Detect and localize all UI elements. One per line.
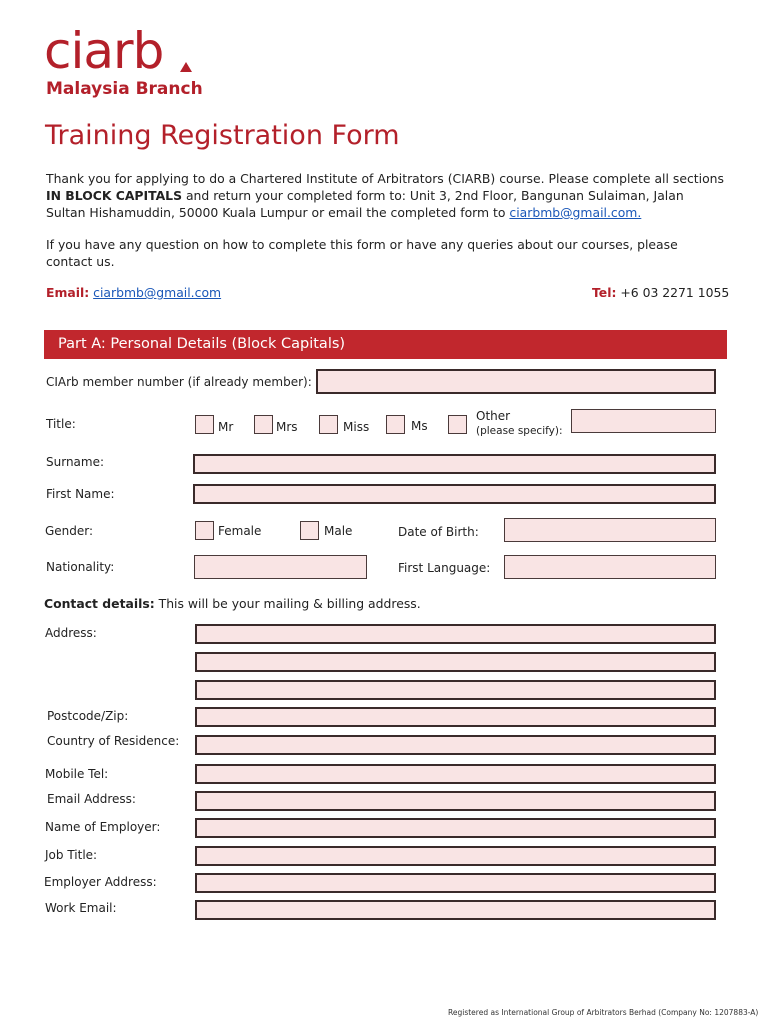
- title-ms-checkbox[interactable]: [386, 415, 405, 434]
- employer-address-label: Employer Address:: [44, 875, 157, 889]
- intro-text-a: Thank you for applying to do a Chartered Institute of Arbitrators (CIARB) course. Please complete all sections: [46, 171, 724, 186]
- gender-label: Gender:: [45, 524, 94, 538]
- title-mrs-label: Mrs: [276, 420, 298, 434]
- country-label: Country of Residence:: [47, 734, 180, 748]
- email-link[interactable]: ciarbmb@gmail.com: [93, 285, 222, 300]
- title-miss-label: Miss: [343, 420, 370, 434]
- email-label: Email:: [46, 285, 90, 300]
- gender-female-checkbox[interactable]: [195, 521, 214, 540]
- nationality-label: Nationality:: [46, 560, 115, 574]
- email-address-label: Email Address:: [47, 792, 136, 806]
- mobile-label: Mobile Tel:: [45, 767, 109, 781]
- intro-paragraph: [46, 170, 726, 221]
- email-address-input[interactable]: [195, 791, 716, 811]
- address-line-3-input[interactable]: [195, 680, 716, 700]
- contact-email: [46, 285, 221, 300]
- title-other-hint: (please specify):: [476, 425, 563, 437]
- contact-tel: [592, 285, 729, 300]
- dob-input[interactable]: [504, 518, 716, 542]
- logo-branch-name: Malaysia Branch: [46, 79, 203, 99]
- employer-address-input[interactable]: [195, 873, 716, 893]
- page-title: Training Registration Form: [45, 120, 400, 151]
- title-miss-checkbox[interactable]: [319, 415, 338, 434]
- title-mr-checkbox[interactable]: [195, 415, 214, 434]
- title-ms-label: Ms: [411, 419, 428, 433]
- address-line-1-input[interactable]: [195, 624, 716, 644]
- member-number-input[interactable]: [316, 369, 716, 394]
- work-email-input[interactable]: [195, 900, 716, 920]
- nationality-input[interactable]: [194, 555, 367, 579]
- surname-input[interactable]: [193, 454, 716, 474]
- title-label: Title:: [46, 417, 76, 431]
- footer-registration: Registered as International Group of Arbitrators Berhad (Company No: 1207883-A): [448, 1008, 759, 1017]
- postcode-input[interactable]: [195, 707, 716, 727]
- intro-email-link[interactable]: ciarbmb@gmail.com.: [509, 205, 642, 220]
- first-name-label: First Name:: [46, 487, 115, 501]
- intro-bold: IN BLOCK CAPITALS: [46, 188, 183, 203]
- contact-details-heading: [44, 596, 421, 611]
- address-line-2-input[interactable]: [195, 652, 716, 672]
- contact-details-rest: This will be your mailing & billing address.: [154, 596, 421, 611]
- gender-male-checkbox[interactable]: [300, 521, 319, 540]
- job-title-input[interactable]: [195, 846, 716, 866]
- first-name-input[interactable]: [193, 484, 716, 504]
- title-other-label: Other: [476, 409, 511, 423]
- tel-value: +6 03 2271 1055: [620, 285, 730, 300]
- job-title-label: Job Title:: [45, 848, 98, 862]
- member-number-label: CIArb member number (if already member):: [46, 375, 312, 389]
- country-input[interactable]: [195, 735, 716, 755]
- title-other-checkbox[interactable]: [448, 415, 467, 434]
- address-label: Address:: [45, 626, 97, 640]
- intro-text-b: and return your completed form to: Unit 3, 2nd Floor, Bangunan Sulaiman, Jalan Sultan Hishamuddin, 50000 Kuala Lumpur or email the completed form to: [46, 188, 684, 220]
- logo-triangle-icon: [180, 62, 192, 72]
- first-language-input[interactable]: [504, 555, 716, 579]
- tel-label: Tel:: [592, 285, 617, 300]
- employer-input[interactable]: [195, 818, 716, 838]
- mobile-input[interactable]: [195, 764, 716, 784]
- part-a-heading-text: Part A: Personal Details (Block Capitals): [58, 336, 346, 352]
- title-mrs-checkbox[interactable]: [254, 415, 273, 434]
- dob-label: Date of Birth:: [398, 525, 479, 539]
- questions-paragraph: If you have any question on how to complete this form or have any queries about our courses, please contact us.: [46, 237, 678, 269]
- gender-male-label: Male: [324, 524, 353, 538]
- surname-label: Surname:: [46, 455, 105, 469]
- first-language-label: First Language:: [398, 561, 491, 575]
- postcode-label: Postcode/Zip:: [47, 709, 129, 723]
- work-email-label: Work Email:: [45, 901, 117, 915]
- title-other-input[interactable]: [571, 409, 716, 433]
- employer-label: Name of Employer:: [45, 820, 161, 834]
- contact-details-bold: Contact details:: [44, 596, 155, 611]
- title-mr-label: Mr: [218, 420, 234, 434]
- logo-wordmark: ciarb: [44, 22, 164, 80]
- gender-female-label: Female: [218, 524, 262, 538]
- part-a-heading: [44, 330, 727, 359]
